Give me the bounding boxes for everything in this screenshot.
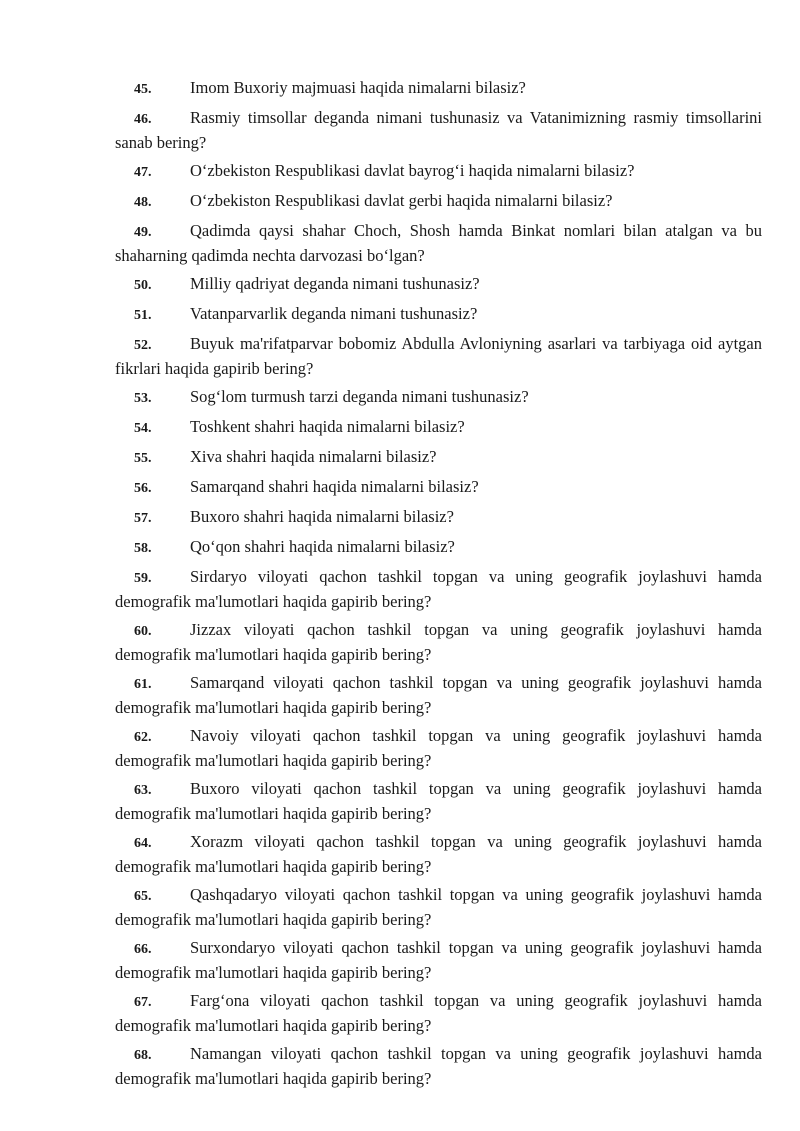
question-text: Farg‘ona viloyati qachon tashkil topgan va uning geografik joylashuvi hamda demografik ma'lumotlari haqida gapirib bering? <box>115 991 762 1035</box>
question-number: 56. <box>134 481 152 496</box>
question-item <box>115 219 762 267</box>
question-item <box>115 883 762 931</box>
question-item <box>115 565 762 613</box>
question-item <box>115 724 762 772</box>
question-number: 51. <box>134 308 152 323</box>
question-text: Milliy qadriyat deganda nimani tushunasiz? <box>190 274 480 293</box>
question-number: 62. <box>134 730 152 745</box>
question-item <box>115 415 762 440</box>
question-number: 63. <box>134 783 152 798</box>
question-number: 45. <box>134 82 152 97</box>
question-text: Qadimda qaysi shahar Choch, Shosh hamda Binkat nomlari bilan atalgan va bu shaharning qadimda nechta darvozasi bo‘lgan? <box>115 221 762 265</box>
question-number: 47. <box>134 165 152 180</box>
question-text: Xiva shahri haqida nimalarni bilasiz? <box>190 447 437 466</box>
question-list <box>115 76 762 1095</box>
question-text: Sog‘lom turmush tarzi deganda nimani tushunasiz? <box>190 387 529 406</box>
question-item <box>115 159 762 184</box>
question-text: Surxondaryo viloyati qachon tashkil topgan va uning geografik joylashuvi hamda demografik ma'lumotlari haqida gapirib bering? <box>115 938 762 982</box>
question-item <box>115 385 762 410</box>
question-number: 68. <box>134 1048 152 1063</box>
question-number: 48. <box>134 195 152 210</box>
question-number: 58. <box>134 541 152 556</box>
question-text: Jizzax viloyati qachon tashkil topgan va uning geografik joylashuvi hamda demografik ma'lumotlari haqida gapirib bering? <box>115 620 762 664</box>
question-number: 59. <box>134 571 152 586</box>
question-text: Buxoro viloyati qachon tashkil topgan va uning geografik joylashuvi hamda demografik ma'lumotlari haqida gapirib bering? <box>115 779 762 823</box>
question-item <box>115 302 762 327</box>
question-text: O‘zbekiston Respublikasi davlat bayrog‘i haqida nimalarni bilasiz? <box>190 161 635 180</box>
question-number: 61. <box>134 677 152 692</box>
question-text: Samarqand shahri haqida nimalarni bilasiz? <box>190 477 479 496</box>
question-item <box>115 76 762 101</box>
question-item <box>115 106 762 154</box>
question-number: 49. <box>134 225 152 240</box>
question-text: Toshkent shahri haqida nimalarni bilasiz? <box>190 417 465 436</box>
question-number: 65. <box>134 889 152 904</box>
question-number: 53. <box>134 391 152 406</box>
question-number: 55. <box>134 451 152 466</box>
question-item <box>115 1042 762 1090</box>
question-item <box>115 332 762 380</box>
question-item <box>115 535 762 560</box>
question-item <box>115 671 762 719</box>
question-item <box>115 936 762 984</box>
question-item <box>115 505 762 530</box>
question-text: O‘zbekiston Respublikasi davlat gerbi haqida nimalarni bilasiz? <box>190 191 613 210</box>
question-number: 66. <box>134 942 152 957</box>
question-item <box>115 189 762 214</box>
question-text: Qo‘qon shahri haqida nimalarni bilasiz? <box>190 537 455 556</box>
question-text: Navoiy viloyati qachon tashkil topgan va uning geografik joylashuvi hamda demografik ma'lumotlari haqida gapirib bering? <box>115 726 762 770</box>
question-number: 52. <box>134 338 152 353</box>
question-number: 64. <box>134 836 152 851</box>
question-text: Qashqadaryo viloyati qachon tashkil topgan va uning geografik joylashuvi hamda demografik ma'lumotlari haqida gapirib bering? <box>115 885 762 929</box>
question-text: Namangan viloyati qachon tashkil topgan va uning geografik joylashuvi hamda demografik ma'lumotlari haqida gapirib bering? <box>115 1044 762 1088</box>
question-text: Samarqand viloyati qachon tashkil topgan va uning geografik joylashuvi hamda demografik ma'lumotlari haqida gapirib bering? <box>115 673 762 717</box>
question-number: 67. <box>134 995 152 1010</box>
question-item <box>115 618 762 666</box>
question-item <box>115 830 762 878</box>
question-number: 54. <box>134 421 152 436</box>
question-number: 46. <box>134 112 152 127</box>
question-number: 57. <box>134 511 152 526</box>
question-text: Imom Buxoriy majmuasi haqida nimalarni bilasiz? <box>190 78 526 97</box>
question-number: 60. <box>134 624 152 639</box>
question-text: Vatanparvarlik deganda nimani tushunasiz? <box>190 304 478 323</box>
question-text: Sirdaryo viloyati qachon tashkil topgan va uning geografik joylashuvi hamda demografik ma'lumotlari haqida gapirib bering? <box>115 567 762 611</box>
question-item <box>115 777 762 825</box>
question-number: 50. <box>134 278 152 293</box>
question-item <box>115 445 762 470</box>
question-text: Rasmiy timsollar deganda nimani tushunasiz va Vatanimizning rasmiy timsollarini sanab bering? <box>115 108 762 152</box>
question-item <box>115 272 762 297</box>
question-text: Buxoro shahri haqida nimalarni bilasiz? <box>190 507 454 526</box>
question-text: Xorazm viloyati qachon tashkil topgan va uning geografik joylashuvi hamda demografik ma'lumotlari haqida gapirib bering? <box>115 832 762 876</box>
question-item <box>115 475 762 500</box>
question-item <box>115 989 762 1037</box>
question-text: Buyuk ma'rifatparvar bobomiz Abdulla Avloniyning asarlari va tarbiyaga oid aytgan fikrlari haqida gapirib bering? <box>115 334 762 378</box>
